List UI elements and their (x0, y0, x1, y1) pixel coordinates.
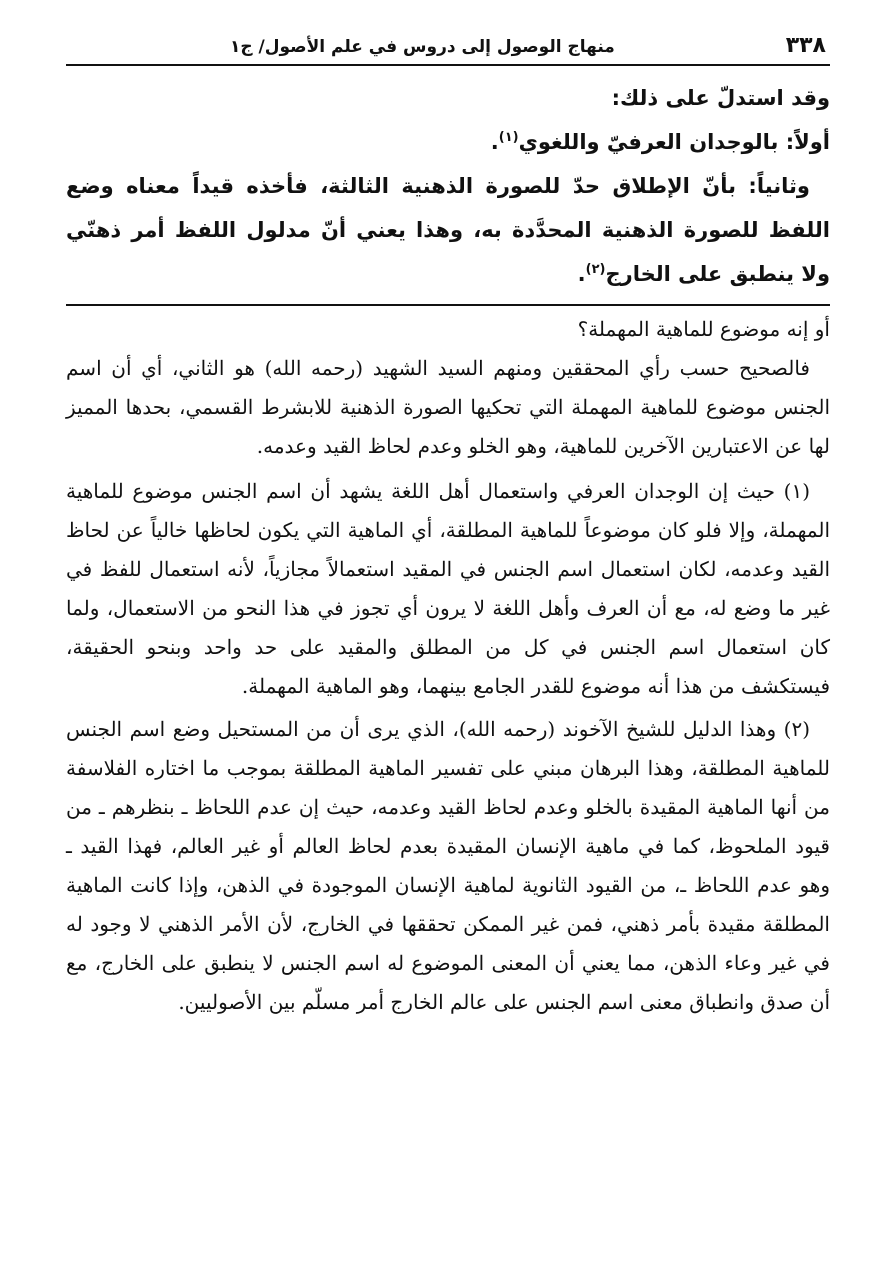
main-paragraph-3-text: وثانياً: بأنّ الإطلاق حدّ للصورة الذهنية الثالثة، فأخذه قيداً معناه وضع اللفظ للصورة الذهنية المحدَّدة به، وهذا يعني أنّ مدلول اللفظ أمر ذهنّي ولا ينطبق على الخارج (66, 174, 830, 286)
commentary-question: أو إنه موضوع للماهية المهملة؟ (577, 317, 830, 341)
footnote-2: (٢) وهذا الدليل للشيخ الآخوند (رحمه الله)، الذي يرى أن من المستحيل وضع اسم الجنس للماهية المطلقة، وهذا البرهان مبني على تفسير الماهية المطلقة بموجب ما اختاره الفلاسفة من أنها الماهية المقيدة بالخلو وعدم لحاظ القيد وعدمه، حيث إن عدم اللحاظ ـ بنظرهم ـ من قيود الملحوظ، كما في ماهية الإنسان المقيدة بعدم لحاظ العالم أو غير العالم، فهذا القيد ـ وهو عدم اللحاظ ـ، من القيود الثانوية لماهية الإنسان الموجودة في الذهن، وإذا كانت الماهية المطلقة مقيدة بأمر ذهني، فمن غير الممكن تحققها في الخارج، لأن الأمر الذهني لا وجود له في غير وعاء الذهن، مما يعني أن المعنى الموضوع له اسم الجنس لا ينطبق على الخارج، مع أن صدق وانطباق معنى اسم الجنس على عالم الخارج أمر مسلّم بين الأصوليين. (66, 717, 830, 1014)
main-paragraph-3 (66, 164, 830, 296)
main-paragraph-1: وقد استدلّ على ذلك: (611, 86, 830, 110)
footnote-1: (١) حيث إن الوجدان العرفي واستعمال أهل اللغة يشهد أن اسم الجنس موضوع للماهية المهملة، وإلا فلو كان موضوعاً للماهية المطلقة، أي الماهية التي يكون لحاظها خالياً عن لحاظ القيد وعدمه، لكان استعمال اسم الجنس في المقيد استعمالاً مجازياً، لأنه استعمال للفظ في غير ما وضع له، مع أن العرف وأهل اللغة لا يرون أي تجوز في هذا النحو من الاستعمال، ولما كان استعمال اسم الجنس في كل من المطلق والمقيد على حد واحد وبنحو الحقيقة، فيستكشف من هذا أنه موضوع للقدر الجامع بينهما، وهو الماهية المهملة. (66, 479, 830, 698)
main-paragraph-2-end: . (490, 130, 499, 154)
running-header (66, 22, 830, 66)
main-paragraph-3-end: . (577, 262, 586, 286)
footnotes-block (66, 472, 830, 1022)
commentary-paragraph: فالصحيح حسب رأي المحققين ومنهم السيد الشهيد (رحمه الله) هو الثاني، أي أن اسم الجنس موضوع للماهية المهملة التي تحكيها الصورة الذهنية للابشرط القسمي، بحدها المميز لها عن الاعتبارين الآخرين للماهية، وهو الخلو وعدم لحاظ القيد وعدمه. (66, 356, 830, 458)
main-text-block (66, 76, 830, 296)
footnote-ref-2: (٢) (585, 262, 606, 277)
page-number: ٣٣٨ (785, 33, 826, 58)
section-divider (66, 304, 830, 306)
book-title: منهاج الوصول إلى دروس في علم الأصول/ ج١ (230, 37, 615, 57)
main-paragraph-2 (66, 120, 830, 164)
commentary-block (66, 310, 830, 466)
footnote-ref-1: (١) (498, 130, 519, 145)
main-paragraph-2-text: أولاً: بالوجدان العرفيّ واللغوي (518, 130, 830, 154)
